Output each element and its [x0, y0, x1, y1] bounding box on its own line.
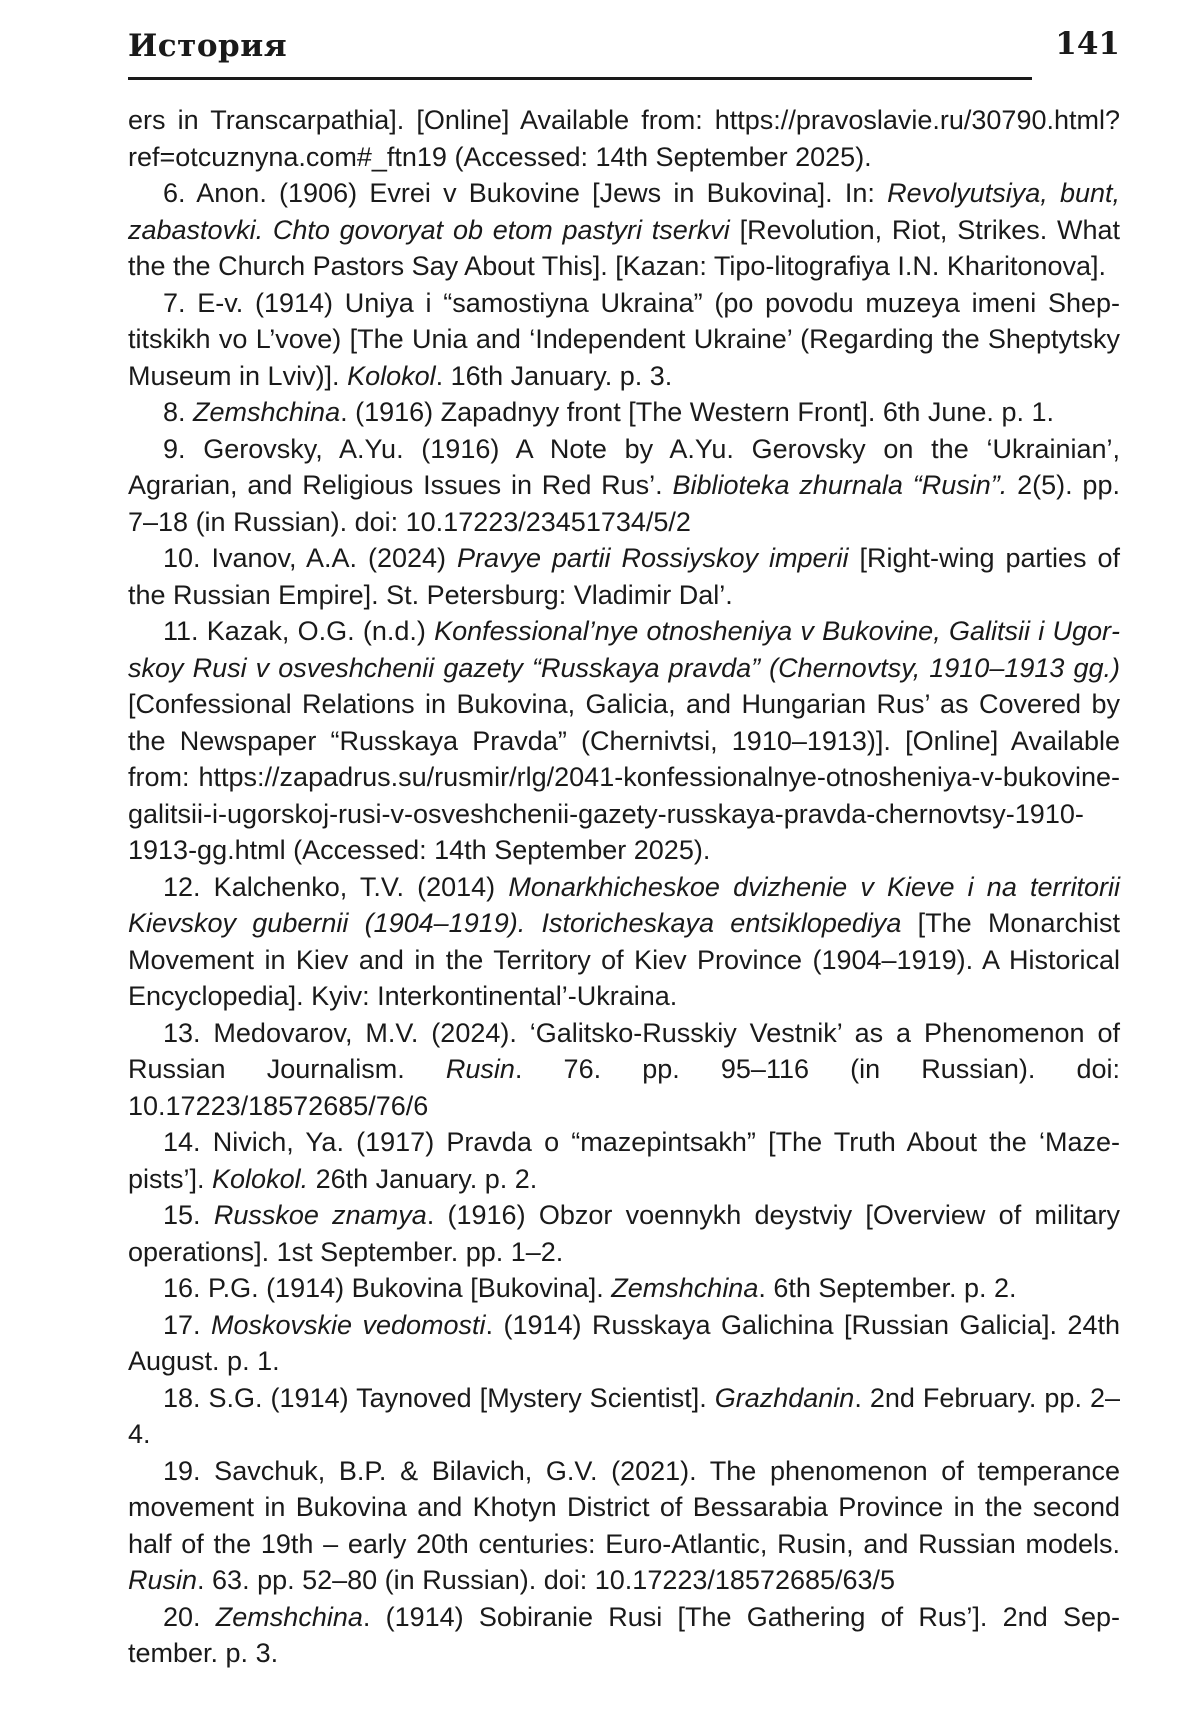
reference-text: 16. P.G. (1914) Bukovina [Bukovina]. — [163, 1273, 612, 1303]
page-number: 141 — [1055, 26, 1120, 62]
reference-text: 11. Kazak, O.G. (n.d.) — [163, 616, 435, 646]
reference-title-italic: Zemshchina — [611, 1273, 759, 1303]
reference-item — [128, 1307, 1120, 1380]
reference-list — [128, 102, 1120, 1672]
reference-text: . (1914) Sobiranie Rusi [The Gathering of Rus’]. 2nd September. p. 3. — [128, 1601, 1120, 1668]
reference-title-italic: Rusin — [128, 1565, 198, 1595]
reference-text: . (1914) Russkaya Galichina [Russian Galicia]. 24th August. p. 1. — [128, 1309, 1120, 1376]
reference-text: 13. Medovarov, M.V. (2024). ‘Galitsko-Russkiy Vestnik’ as a Phenomenon of Russian Journalism. — [128, 1017, 1120, 1084]
reference-text: 9. Gerovsky, A.Yu. (1916) A Note by A.Yu. Gerovsky on the ‘Ukrainian’, Agrarian, and Religious Issues in Red Rus’. — [128, 433, 1120, 500]
header-rule — [128, 77, 1032, 80]
reference-text: 15. — [163, 1200, 214, 1230]
reference-text: 17. — [163, 1309, 211, 1340]
reference-item — [128, 1599, 1120, 1672]
reference-text: [The Monarchist Movement in Kiev and in the Territory of Kiev Province (1904–1919). A Historical Encyclopedia]. Kyiv: Interkontinental’-Ukraina. — [128, 908, 1120, 1011]
reference-title-italic: Kolokol. — [212, 1163, 309, 1194]
reference-title-italic: Revolyutsiya, bunt, zabastovki. Chto govoryat ob etom pastyri tserkvi — [128, 178, 1121, 245]
reference-title-italic: Rusin — [445, 1054, 515, 1084]
reference-text: 20. — [163, 1601, 216, 1632]
reference-text: . 76. pp. 95–116 (in Russian). doi: 10.17223/18572685/76/6 — [128, 1054, 1120, 1121]
reference-item — [128, 175, 1120, 285]
reference-text: [Right-wing parties of the Russian Empire]. St. Petersburg: Vladimir Dal’. — [128, 543, 1120, 610]
reference-text: 7. E-v. (1914) Uniya i “samostiyna Ukraina” (po povodu muzeya imeni Sheptitskikh vo L’vove) [The Unia and ‘Independent Ukraine’ (Regarding the Sheptytsky Museum in Lviv)]. — [128, 287, 1120, 391]
reference-item — [128, 1270, 1120, 1307]
reference-text: 10. Ivanov, A.A. (2024) — [163, 543, 458, 573]
reference-text: ers in Transcarpathia]. [Online] Available from: https://pravoslavie.ru/30790.html?ref=otcuznyna.com#_ftn19 (Accessed: 14th September 2025). — [128, 105, 1120, 172]
reference-item — [128, 394, 1120, 431]
reference-item — [128, 869, 1120, 1015]
reference-text: . 16th January. p. 3. — [435, 360, 673, 391]
reference-text: 6. Anon. (1906) Evrei v Bukovine [Jews in Bukovina]. In: — [163, 178, 888, 208]
reference-item — [128, 1380, 1120, 1453]
reference-text: 18. S.G. (1914) Taynoved [Mystery Scientist]. — [163, 1382, 715, 1413]
reference-title-italic: Kolokol — [347, 360, 436, 391]
reference-text: 14. Nivich, Ya. (1917) Pravda o “mazepintsakh” [The Truth About the ‘Mazepists’]. — [128, 1127, 1120, 1194]
reference-title-italic: Russkoe znamya — [213, 1200, 427, 1230]
reference-text: . 2nd February. pp. 2–4. — [128, 1382, 1120, 1449]
reference-text: . (1916) Obzor voennykh deystviy [Overview of military operations]. 1st September. pp. 1–2. — [128, 1200, 1120, 1267]
reference-text: . (1916) Zapadnyy front [The Western Front]. 6th June. p. 1. — [340, 397, 1054, 427]
reference-text: [Confessional Relations in Bukovina, Galicia, and Hungarian Rus’ as Covered by the Newspaper “Russkaya Pravda” (Chernivtsi, 1910–1913)]. [Online] Available from: https://zapadrus.su/rusmir/rlg/2041-konfessionalnye-otnosheniya-v-bukovine-galitsii-i-ugorskoj-rusi-v-osveshchenii-gazety-russkaya-pravda-chernovtsy-1910-1913-gg.html (Accessed: 14th September 2025). — [128, 689, 1120, 865]
reference-text: 26th January. p. 2. — [308, 1163, 538, 1194]
reference-item — [128, 613, 1120, 869]
reference-item — [128, 1124, 1120, 1197]
reference-text: 12. Kalchenko, T.V. (2014) — [163, 871, 509, 902]
running-header — [128, 0, 1120, 80]
reference-item — [128, 431, 1120, 541]
section-title: История — [128, 28, 288, 64]
reference-text: 2(5). pp. 7–18 (in Russian). doi: 10.17223/23451734/5/2 — [128, 470, 1120, 537]
reference-text: 19. Savchuk, B.P. & Bilavich, G.V. (2021). The phenomenon of temperance movement in Bukovina and Khotyn District of Bessarabia Province in the second half of the 19th – early 20th centuries: Euro-Atlantic, Rusin, and Russian models. — [128, 1455, 1120, 1559]
reference-text: 8. — [163, 397, 194, 427]
reference-title-italic: Moskovskie vedomosti — [210, 1309, 486, 1340]
reference-item — [128, 1453, 1120, 1599]
page — [128, 0, 1120, 1672]
reference-title-italic: Monarkhicheskoe dvizhenie v Kieve i na territorii Kievskoy gubernii (1904–1919). Istoricheskaya entsiklopediya — [128, 871, 1120, 938]
reference-title-italic: Zemshchina — [193, 397, 341, 427]
reference-item — [128, 285, 1120, 395]
reference-title-italic: Pravye partii Rossiyskoy imperii — [457, 543, 849, 573]
reference-item — [128, 1015, 1120, 1125]
reference-item — [128, 540, 1120, 613]
reference-item — [128, 1197, 1120, 1270]
reference-title-italic: Grazhdanin — [714, 1382, 855, 1413]
reference-text: . 63. pp. 52–80 (in Russian). doi: 10.17223/18572685/63/5 — [197, 1565, 896, 1595]
reference-title-italic: Konfessional’nye otnosheniya v Bukovine, Galitsii i Ugorskoy Rusi v osveshchenii gazety “Russkaya pravda” (Chernovtsy, 1910–1913 gg.) — [128, 616, 1120, 683]
reference-text: . 6th September. p. 2. — [758, 1273, 1017, 1303]
reference-title-italic: Zemshchina — [215, 1601, 363, 1632]
reference-title-italic: Biblioteka zhurnala “Rusin”. — [672, 470, 1008, 500]
reference-item — [128, 102, 1120, 175]
reference-text: [Revolution, Riot, Strikes. What the the Church Pastors Say About This]. [Kazan: Tipo-litografiya I.N. Kharitonova]. — [128, 214, 1120, 281]
